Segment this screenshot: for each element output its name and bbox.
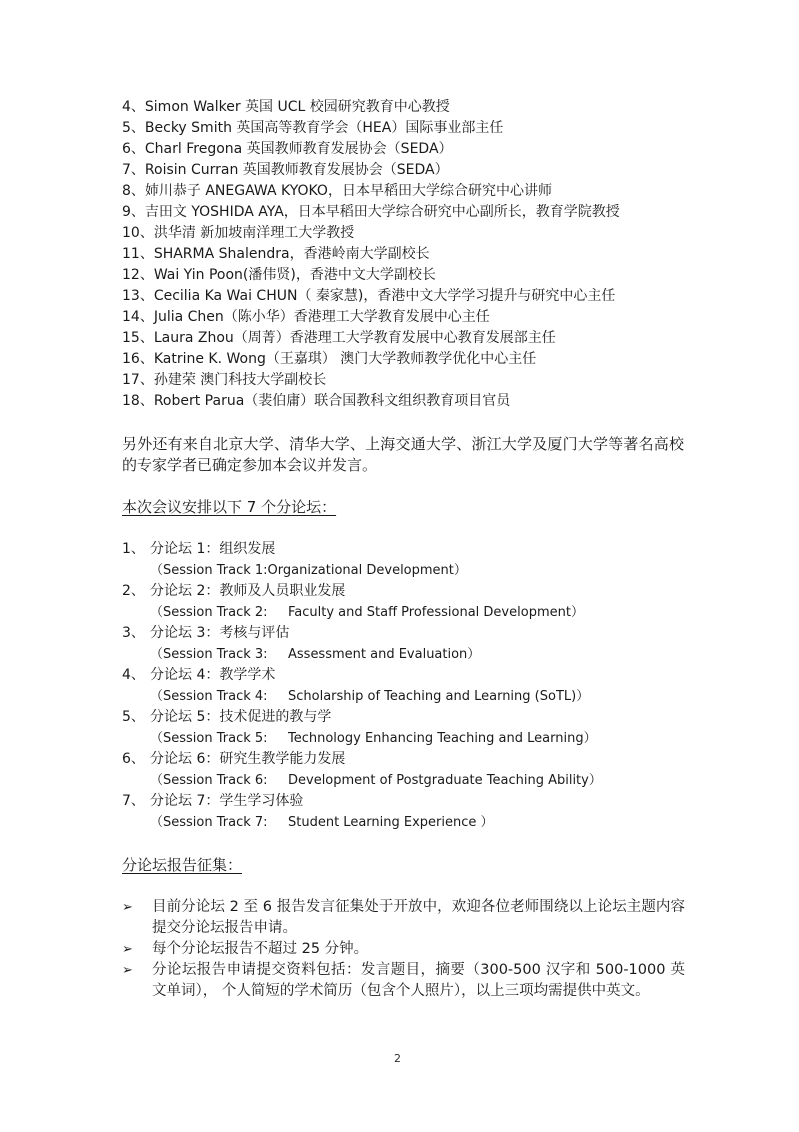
track-label-en: （Session Track 3: [150, 647, 268, 662]
speaker-item: 12、Wai Yin Poon(潘伟贤)，香港中文大学副校长 [122, 267, 436, 283]
track-number: 4、 [122, 667, 145, 683]
bullet-item: 分论坛报告申请提交资料包括：发言题目，摘要（300-500 汉字和 500-1000 英文单词）， 个人简短的学术简历（包含个人照片），以上三项均需提供中英文。 [152, 962, 685, 999]
track-name-en: Assessment and Evaluation） [288, 647, 481, 662]
speaker-item: 18、Robert Parua（裴伯庸）联合国教科文组织教育项目官员 [122, 393, 511, 409]
track-label-en: （Session Track 4: [150, 689, 268, 704]
call-for-presentations-heading: 分论坛报告征集： [122, 856, 243, 874]
speaker-item: 4、Simon Walker 英国 UCL 校园研究教育中心教授 [122, 99, 450, 115]
arrow-bullet-icon: ➢ [122, 942, 133, 957]
track-title-cn: 分论坛 6：研究生教学能力发展 [150, 751, 346, 767]
track-title-cn: 分论坛 5：技术促进的教与学 [150, 709, 332, 725]
track-number: 6、 [122, 751, 145, 767]
track-title-en [150, 770, 602, 791]
track-name-en: Faculty and Staff Professional Development） [288, 605, 584, 620]
speaker-item: 14、Julia Chen（陈小华）香港理工大学教育发展中心主任 [122, 309, 490, 325]
speaker-item: 7、Roisin Curran 英国教师教育发展协会（SEDA） [122, 162, 449, 178]
track-name-en: Scholarship of Teaching and Learning (SoTL)） [288, 689, 590, 704]
track-title-en [150, 812, 494, 833]
track-label-en: （Session Track 7: [150, 815, 268, 830]
arrow-bullet-icon: ➢ [122, 963, 133, 978]
track-title-en [150, 602, 584, 623]
track-title-cn: 分论坛 7：学生学习体验 [150, 793, 304, 809]
page-number: 2 [394, 1052, 401, 1065]
speaker-item: 13、Cecilia Ka Wai CHUN（ 秦家慧)，香港中文大学学习提升与研究中心主任 [122, 288, 616, 304]
track-name-en: Development of Postgraduate Teaching Ability） [288, 773, 602, 788]
track-number: 3、 [122, 625, 145, 641]
track-label-en: （Session Track 6: [150, 773, 268, 788]
track-number: 1、 [122, 541, 145, 557]
track-title-en [150, 560, 467, 581]
speaker-item: 5、Becky Smith 英国高等教育学会（HEA）国际事业部主任 [122, 120, 504, 136]
track-title-en [150, 644, 480, 665]
track-title-en [150, 728, 597, 749]
tracks-heading: 本次会议安排以下 7 个分论坛： [122, 498, 337, 516]
track-label-en: （Session Track 1: [150, 563, 268, 578]
track-title-cn: 分论坛 4：教学学术 [150, 667, 276, 683]
speaker-item: 9、吉田文 YOSHIDA AYA，日本早稻田大学综合研究中心副所长，教育学院教授 [122, 204, 620, 220]
speaker-item: 8、姉川恭子 ANEGAWA KYOKO，日本早稻田大学综合研究中心讲师 [122, 183, 552, 199]
track-title-cn: 分论坛 1：组织发展 [150, 541, 276, 557]
track-title-en [150, 686, 589, 707]
track-name-en: Organizational Development） [267, 563, 467, 578]
other-experts-paragraph: 另外还有来自北京大学、清华大学、上海交通大学、浙江大学及厦门大学等著名高校的专家学者已确定参加本会议并发言。 [122, 435, 684, 474]
track-label-en: （Session Track 2: [150, 605, 268, 620]
track-number: 2、 [122, 583, 145, 599]
track-title-cn: 分论坛 3：考核与评估 [150, 625, 290, 641]
speaker-item: 16、Katrine K. Wong（王嘉琪） 澳门大学教师教学优化中心主任 [122, 351, 537, 367]
speaker-item: 17、孙建荣 澳门科技大学副校长 [122, 372, 327, 388]
track-name-en: Technology Enhancing Teaching and Learning） [288, 731, 597, 746]
track-label-en: （Session Track 5: [150, 731, 268, 746]
speaker-item: 15、Laura Zhou（周菁）香港理工大学教育发展中心教育发展部主任 [122, 330, 556, 346]
bullet-item: 目前分论坛 2 至 6 报告发言征集处于开放中，欢迎各位老师围绕以上论坛主题内容提交分论坛报告申请。 [152, 899, 685, 936]
speaker-item: 10、洪华清 新加坡南洋理工大学教授 [122, 225, 355, 241]
track-number: 5、 [122, 709, 145, 725]
arrow-bullet-icon: ➢ [122, 900, 133, 915]
bullet-item: 每个分论坛报告不超过 25 分钟。 [152, 941, 369, 957]
speaker-item: 6、Charl Fregona 英国教师教育发展协会（SEDA） [122, 141, 453, 157]
track-title-cn: 分论坛 2：教师及人员职业发展 [150, 583, 346, 599]
speaker-item: 11、SHARMA Shalendra，香港岭南大学副校长 [122, 246, 430, 262]
track-name-en: Student Learning Experience ） [288, 815, 494, 830]
track-number: 7、 [122, 793, 145, 809]
